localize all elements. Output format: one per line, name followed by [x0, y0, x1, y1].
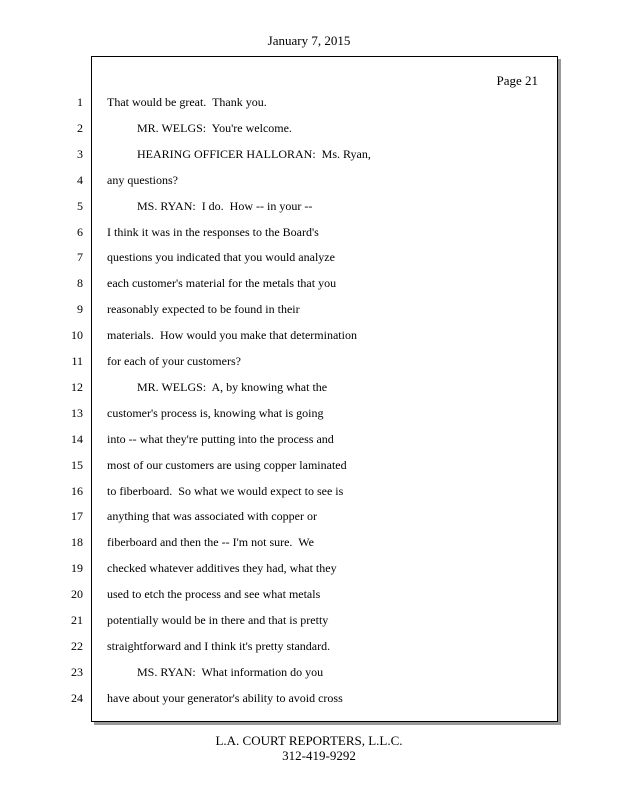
- line-number: 17: [71, 509, 83, 524]
- footer-phone: 312-419-9292: [282, 748, 356, 763]
- line-number: 21: [71, 613, 83, 627]
- line-text: MS. RYAN: What information do you: [107, 664, 324, 679]
- line-text: straightforward and I think it's pretty standard.: [107, 638, 331, 653]
- line-text: MR. WELGS: You're welcome.: [107, 120, 292, 135]
- line-text: checked whatever additives they had, what they: [107, 561, 337, 576]
- line-text: HEARING OFFICER HALLORAN: Ms. Ryan,: [107, 146, 371, 161]
- transcript-line: [0, 431, 560, 457]
- line-text: That would be great. Thank you.: [107, 95, 267, 109]
- line-text: MS. RYAN: I do. How -- in your --: [107, 198, 313, 213]
- header-date: January 7, 2015: [267, 33, 351, 48]
- line-text: questions you indicated that you would analyze: [107, 250, 335, 265]
- transcript-line: [0, 379, 560, 405]
- transcript-line: [0, 198, 560, 224]
- transcript-line: [0, 120, 560, 146]
- line-number: 8: [77, 276, 83, 291]
- transcript-line: [0, 690, 560, 716]
- transcript-line: [0, 612, 560, 638]
- line-number: 2: [77, 120, 83, 135]
- transcript-line: [0, 327, 560, 353]
- line-number: 20: [71, 587, 83, 602]
- line-number: 15: [71, 457, 83, 472]
- transcript-line: [0, 249, 560, 275]
- transcript-line: [0, 483, 560, 509]
- line-number: 23: [71, 664, 83, 679]
- line-text: materials. How would you make that determination: [107, 328, 357, 343]
- transcript-line: [0, 172, 560, 198]
- transcript-line: [0, 224, 560, 250]
- line-text: I think it was in the responses to the Board's: [107, 224, 319, 239]
- line-number: 1: [77, 95, 83, 109]
- line-text: potentially would be in there and that is pretty: [107, 613, 329, 627]
- line-number: 6: [77, 224, 83, 239]
- line-number: 4: [77, 172, 83, 187]
- line-text: most of our customers are using copper laminated: [107, 457, 347, 472]
- transcript-line: [0, 301, 560, 327]
- line-text: for each of your customers?: [107, 354, 241, 368]
- transcript-line: [0, 405, 560, 431]
- line-number: 19: [71, 561, 83, 576]
- line-text: have about your generator's ability to avoid cross: [107, 690, 343, 705]
- transcript-line: [0, 275, 560, 301]
- line-text: customer's process is, knowing what is going: [107, 405, 324, 420]
- line-text: anything that was associated with copper or: [107, 509, 317, 524]
- line-text: MR. WELGS: A, by knowing what the: [107, 379, 328, 394]
- transcript-line: [0, 94, 560, 120]
- transcript-line: [0, 146, 560, 172]
- line-number: 18: [71, 535, 83, 550]
- line-number: 7: [77, 250, 83, 265]
- transcript-line: [0, 638, 560, 664]
- transcript-line: [0, 534, 560, 560]
- line-number: 11: [71, 354, 83, 368]
- line-number: 12: [71, 379, 83, 394]
- transcript-line: [0, 560, 560, 586]
- line-number: 9: [77, 302, 83, 317]
- footer-company: L.A. COURT REPORTERS, L.L.C.: [215, 733, 403, 748]
- line-number: 24: [71, 690, 83, 705]
- line-text: fiberboard and then the -- I'm not sure. We: [107, 535, 314, 550]
- line-number: 22: [71, 638, 83, 653]
- transcript-line: [0, 508, 560, 534]
- line-text: used to etch the process and see what metals: [107, 587, 321, 602]
- transcript-line: [0, 586, 560, 612]
- line-text: any questions?: [107, 172, 178, 187]
- line-number: 5: [77, 198, 83, 213]
- line-number: 3: [77, 146, 83, 161]
- page-number: Page 21: [496, 73, 538, 88]
- line-text: into -- what they're putting into the process and: [107, 431, 334, 446]
- footer: [0, 733, 618, 763]
- line-number: 10: [71, 328, 83, 343]
- line-text: to fiberboard. So what we would expect to see is: [107, 483, 344, 498]
- line-number: 14: [71, 431, 83, 446]
- line-text: each customer's material for the metals that you: [107, 276, 337, 291]
- line-number: 16: [71, 483, 83, 498]
- line-number: 13: [71, 405, 83, 420]
- line-text: reasonably expected to be found in their: [107, 302, 300, 317]
- transcript-line: [0, 353, 560, 379]
- transcript-line: [0, 457, 560, 483]
- transcript-line: [0, 664, 560, 690]
